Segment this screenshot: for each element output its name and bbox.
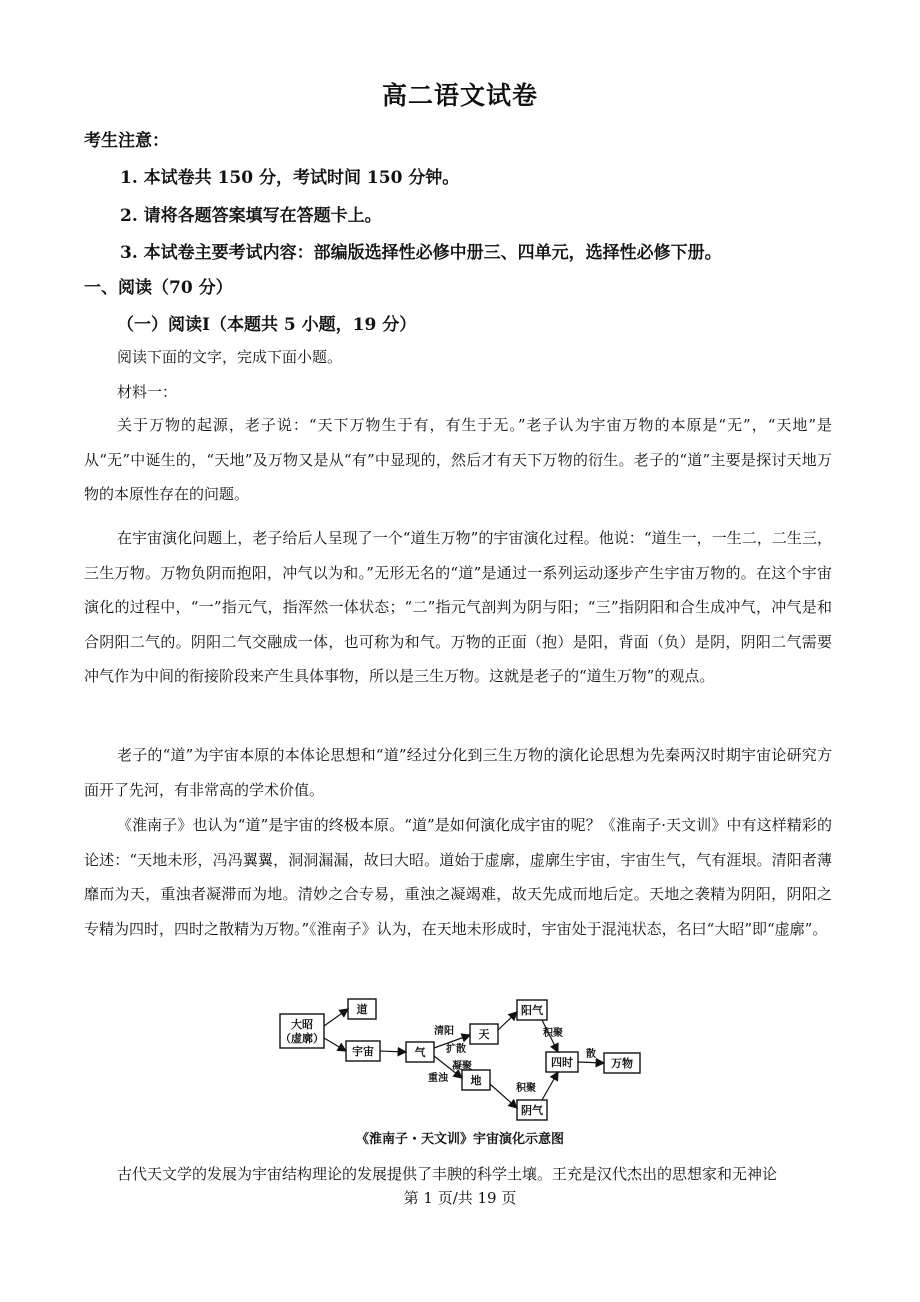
paragraph-4: 《淮南子》也认为“道”是宇宙的终极本原。“道”是如何演化成宇宙的呢？《淮南子·天文训》中有这样精彩的论述：“天地未形，冯冯翼翼，洞洞漏漏，故曰大昭。道始于虚廓，虚廓生宇宙，宇宙生气，气有涯垠。清阳者薄靡而为天，重浊者凝滞而为地。清妙之合专易，重浊之凝竭难，故天先成而地后定。天地之袭精为阴阳，阴阳之专精为四时，四时之散精为万物。”《淮南子》认为，在天地未形成时，宇宙处于混沌状态，名曰“大昭”即“虚廓”。 [84, 816, 832, 938]
edge-label-san: 散 [586, 1049, 596, 1060]
edge-label-zhongzhuo: 重浊 [428, 1073, 448, 1084]
node-dazhao-label-2: （虚廓） [280, 1032, 324, 1045]
node-dao-label: 道 [356, 1003, 368, 1016]
diagram-caption: 《淮南子・天文训》宇宙演化示意图 [355, 1132, 564, 1147]
edge-label-qingyang: 清阳 [434, 1026, 454, 1037]
instruction: 阅读下面的文字，完成下面小题。 [117, 348, 343, 366]
page-title: 高二语文试卷 [381, 81, 538, 110]
node-dazhao-label-1: 大昭 [291, 1018, 313, 1031]
edge-label-kuosan: 扩散 [446, 1044, 466, 1055]
node-sishi-label: 四时 [551, 1056, 573, 1069]
note-1: 1. 本试卷共 150 分，考试时间 150 分钟。 [120, 168, 460, 188]
section-heading: 一、阅读（70 分） [84, 278, 233, 298]
edge-label-ningju: 凝聚 [452, 1061, 472, 1072]
note-2: 2. 请将各题答案填写在答题卡上。 [120, 206, 382, 226]
node-yuzhou-label: 宇宙 [352, 1045, 374, 1058]
note-3: 3. 本试卷主要考试内容：部编版选择性必修中册三、四单元，选择性必修下册。 [120, 243, 722, 263]
page-footer: 第 1 页/共 19 页 [403, 1189, 517, 1207]
cosmic-evolution-diagram [260, 990, 660, 1150]
edge-label-jiju-top: 积聚 [543, 1028, 563, 1039]
edge-label-jiju-bottom: 积聚 [516, 1083, 536, 1094]
node-tian-label: 天 [478, 1028, 490, 1041]
node-yinqi-label: 阴气 [521, 1104, 543, 1117]
material-label: 材料一： [117, 383, 178, 401]
node-yangqi-label: 阳气 [521, 1004, 543, 1017]
paragraph-2: 在宇宙演化问题上，老子给后人呈现了一个“道生万物”的宇宙演化过程。他说：“道生一，一生二，二生三，三生万物。万物负阴而抱阳，冲气以为和。”无形无名的“道”是通过一系列运动逐步产生宇宙万物的。在这个宇宙演化的过程中，“一”指元气，指浑然一体状态；“二”指元气剖判为阴与阳；“三”指阴阳和合生成冲气，冲气是和合阴阳二气的。阴阳二气交融成一体，也可称为和气。万物的正面（抱）是阳，背面（负）是阴，阴阳二气需要冲气作为中间的衔接阶段来产生具体事物，所以是三生万物。这就是老子的“道生万物”的观点。 [84, 529, 832, 686]
notice-label: 考生注意： [84, 131, 169, 151]
last-line: 古代天文学的发展为宇宙结构理论的发展提供了丰腴的科学土壤。王充是汉代杰出的思想家和无神论 [117, 1165, 778, 1183]
node-wanwu-label: 万物 [611, 1057, 633, 1070]
subsection-heading: （一）阅读Ⅰ（本题共 5 小题，19 分） [117, 315, 417, 335]
node-di-label: 地 [470, 1074, 482, 1087]
node-qi-label: 气 [414, 1046, 426, 1059]
paragraph-3: 老子的“道”为宇宙本原的本体论思想和“道”经过分化到三生万物的演化论思想为先秦两汉时期宇宙论研究方面开了先河，有非常高的学术价值。 [84, 746, 832, 799]
paragraph-1: 关于万物的起源，老子说：“天下万物生于有，有生于无。”老子认为宇宙万物的本原是“无”，“天地”是从“无”中诞生的，“天地”及万物又是从“有”中显现的，然后才有天下万物的衍生。老子的“道”主要是探讨天地万物的本原性存在的问题。 [84, 416, 832, 504]
